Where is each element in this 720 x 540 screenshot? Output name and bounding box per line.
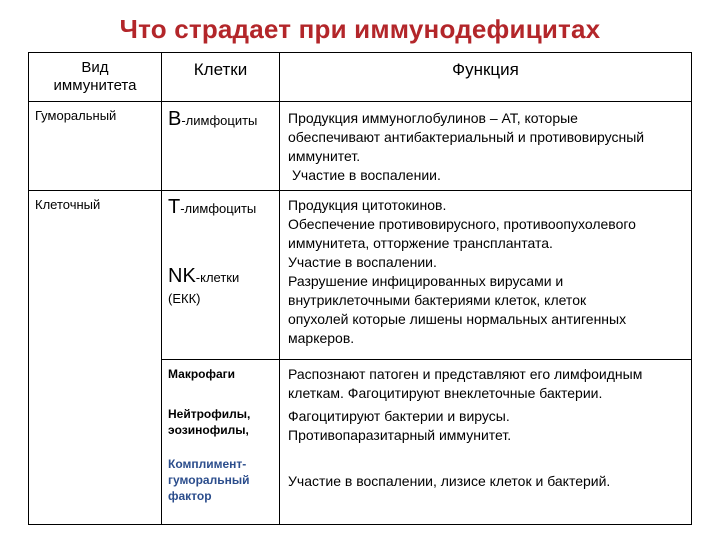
function-line: Продукция иммуноглобулинов – АТ, которые [288, 110, 578, 126]
function-line: Распознают патоген и представляют его лимфоидным [288, 366, 643, 382]
header-function: Функция [452, 60, 519, 79]
cell-t-rest: -лимфоциты [180, 201, 257, 216]
function-line: Фагоцитируют бактерии и вирусы. [288, 408, 510, 424]
row-divider-1 [29, 190, 691, 191]
function-line: внутриклеточными бактериями клеток, клеток [288, 292, 587, 308]
cell-neutro-line1: Нейтрофилы, [168, 407, 251, 421]
cell-compl-line2: гуморальный [168, 473, 250, 487]
function-line: Продукция цитотокинов. [288, 197, 447, 213]
header-divider [29, 101, 691, 102]
function-line: иммунитета, отторжение трансплантата. [288, 235, 553, 251]
function-line: Противопаразитарный иммунитет. [288, 427, 512, 443]
header-type-line1: Вид [81, 59, 109, 76]
type-humoral: Гуморальный [35, 108, 117, 123]
function-humoral [288, 109, 688, 185]
cell-b-letter: B [168, 108, 182, 130]
cell-neutro-line2: эозинофилы, [168, 423, 249, 437]
cell-b-lymphocytes [164, 108, 279, 131]
function-cellular [288, 196, 688, 348]
cell-b-rest: -лимфоциты [181, 113, 258, 128]
cell-compl-line3: фактор [168, 489, 212, 503]
function-line: Разрушение инфицированных вирусами и [288, 273, 564, 289]
header-cells: Клетки [193, 60, 248, 79]
cell-nk-letter: NK [168, 265, 196, 287]
cell-complement [164, 456, 279, 504]
function-line: Обеспечение противовирусного, противоопухолевого [288, 216, 636, 232]
function-line: обеспечивают антибактериальный и противовирусный [288, 129, 645, 145]
cell-nk-sub: (ЕКК) [168, 291, 201, 306]
page-title: Что страдает при иммунодефицитах [119, 14, 601, 44]
row-divider-2 [161, 359, 691, 360]
header-type-line2: иммунитета [53, 77, 137, 94]
cell-t-lymphocytes [164, 196, 279, 219]
immunodeficiency-table [28, 52, 692, 525]
column-divider-2 [279, 53, 280, 524]
function-line: Участие в воспалении. [292, 167, 441, 183]
column-divider-1 [161, 53, 162, 524]
cell-macrophages: Макрофаги [168, 367, 236, 381]
function-line: Участие в воспалении. [288, 254, 437, 270]
cell-nk [164, 265, 279, 307]
type-cellular: Клеточный [35, 197, 101, 212]
function-line: маркеров. [288, 330, 355, 346]
cell-neutrophils [164, 406, 279, 438]
cell-t-letter: T [168, 196, 181, 218]
function-line: клеткам. Фагоцитируют внеклеточные бактерии. [288, 385, 603, 401]
function-complement: Участие в воспалении, лизисе клеток и бактерий. [288, 473, 611, 489]
function-line: иммунитет. [288, 148, 361, 164]
cell-nk-rest: -клетки [195, 270, 240, 285]
cell-compl-line1: Комплимент- [168, 457, 247, 471]
function-line: опухолей которые лишены нормальных антигенных [288, 311, 627, 327]
function-neutrophils [288, 407, 688, 445]
function-macrophages [288, 365, 688, 403]
header-type [29, 59, 161, 95]
